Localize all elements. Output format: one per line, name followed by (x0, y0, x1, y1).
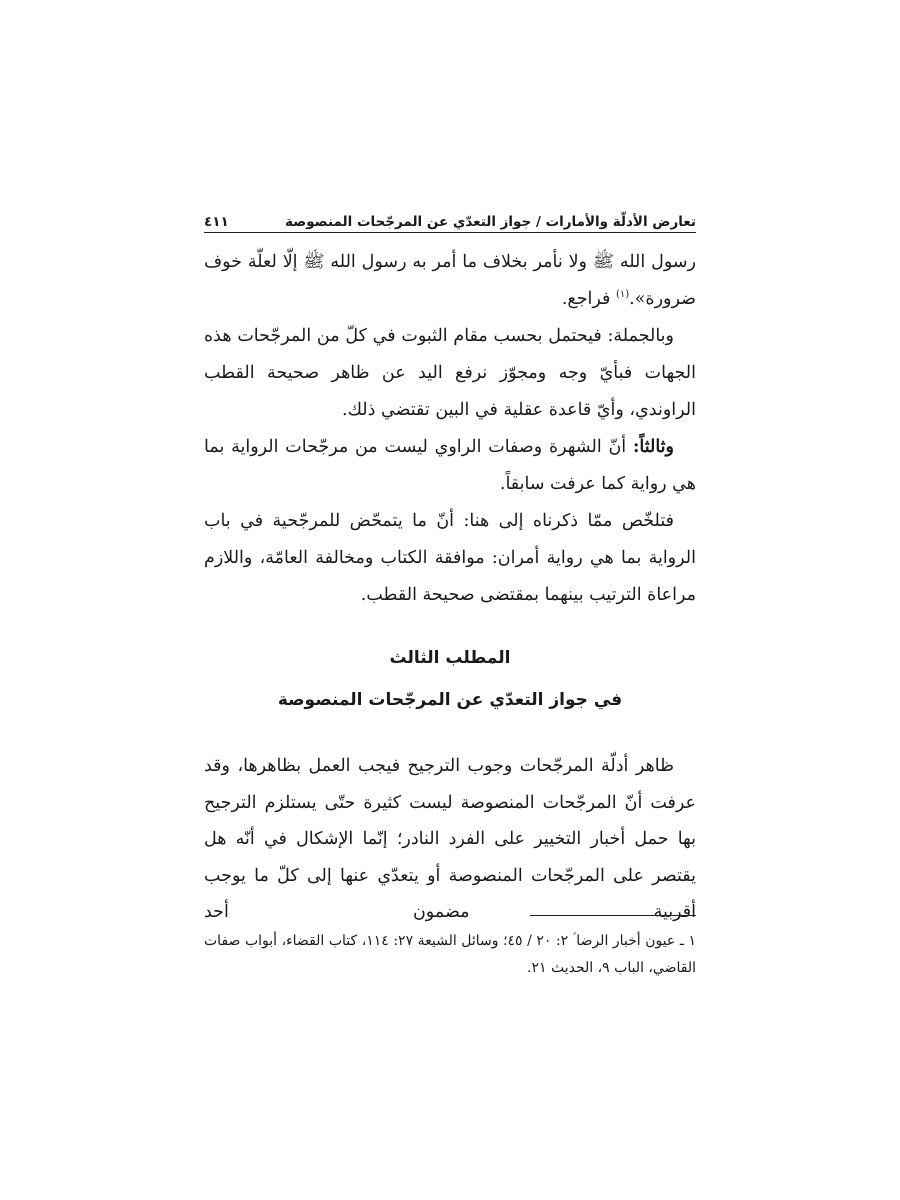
paragraph-text: أنّ الشهرة وصفات الراوي ليست من مرجّحات الرواية بما هي رواية كما عرفت سابقاً. (204, 437, 696, 494)
paragraph-lead: وثالثاً: (632, 437, 674, 457)
paragraph: فتلخّص ممّا ذكرناه إلى هنا: أنّ ما يتمحّض للمرجّحية في باب الرواية بما هي رواية أمران: موافقة الكتاب ومخالفة العامّة، واللازم مراعاة الترتيب بينهما بمقتضى صحيحة القطب. (204, 511, 696, 605)
paragraph-text: رسول الله ﷺ ولا نأمر بخلاف ما أمر به رسول الله ﷺ إلّا لعلّة خوف ضرورة». (204, 252, 696, 309)
paragraph (204, 429, 696, 503)
header-rule (204, 232, 696, 233)
paragraph-tail: فراجع. (561, 289, 616, 309)
footnote (204, 928, 696, 982)
footnote-marker: (١) (615, 289, 630, 301)
section-subheading: في جواز التعدّي عن المرجّحات المنصوصة (277, 690, 623, 710)
footnote-text: ١ ـ عيون أخبار الرضا ؑ ٢: ٢٠ / ٤٥؛ وسائل الشيعة ٢٧: ١١٤، كتاب القضاء، أبواب صفات القاضي، الباب ٩، الحديث ٢١. (204, 933, 696, 976)
running-header (204, 202, 696, 230)
footnote-rule (530, 915, 696, 916)
paragraph (204, 244, 696, 318)
section-heading: المطلب الثالث (389, 648, 511, 668)
running-title: تعارض الأدلّة والأمارات / جواز التعدّي عن المرجّحات المنصوصة (284, 214, 696, 230)
body-text-bottom (204, 748, 696, 931)
page-number: ٤١١ (204, 214, 229, 230)
paragraph: ظاهر أدلّة المرجّحات وجوب الترجيح فيجب العمل بظاهرها، وقد عرفت أنّ المرجّحات المنصوصة ليست كثيرة حتّى يستلزم الترجيح بها حمل أخبار التخيير على الفرد النادر؛ إنّما الإشكال في أنّه هل يقتصر على المرجّحات المنصوصة أو يتعدّي عنها إلى كلّ ما يوجب أقربية مضمون أحد (204, 756, 696, 922)
paragraph: وبالجملة: فيحتمل بحسب مقام الثبوت في كلّ من المرجّحات هذه الجهات فبأيّ وجه ومجوّز نرفع اليد عن ظاهر صحيحة القطب الراوندي، وأيّ قاعدة عقلية في البين تقتضي ذلك. (204, 326, 696, 420)
body-text-top (204, 244, 696, 614)
